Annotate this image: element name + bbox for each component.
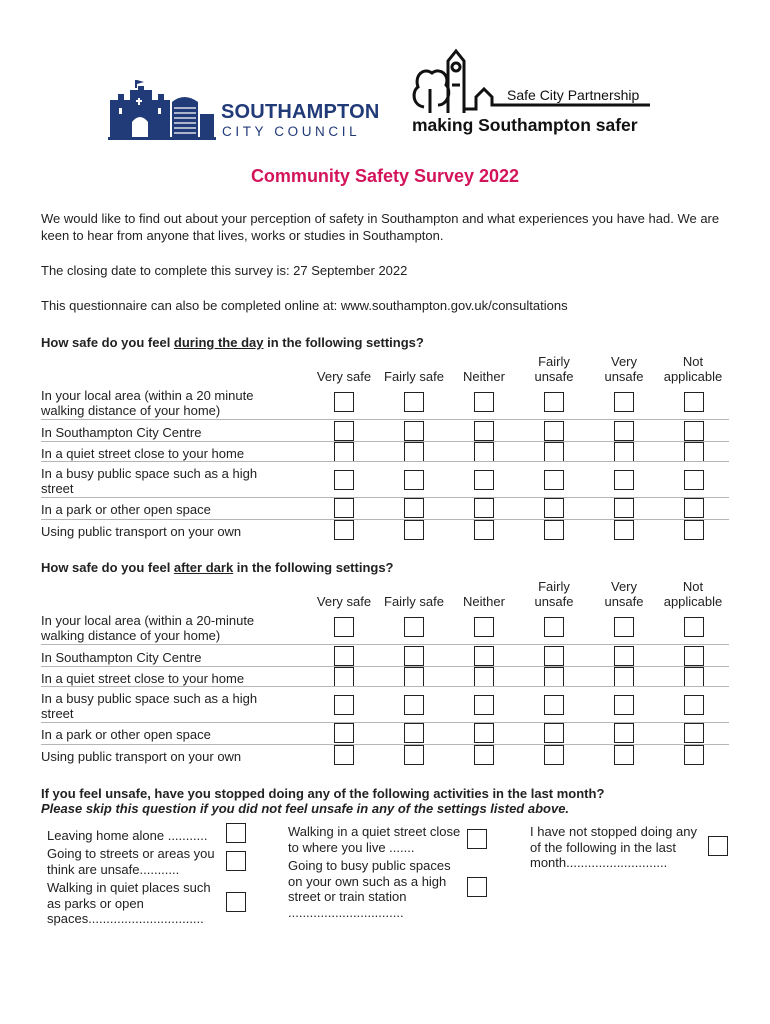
rating-checkbox[interactable]	[404, 723, 424, 743]
q3-checkbox-leaving-home[interactable]	[226, 823, 246, 843]
col-neither: Neither	[463, 594, 505, 609]
tree-and-tower-icon	[410, 45, 660, 115]
row-divider	[41, 419, 729, 420]
col-fairly-unsafe	[520, 579, 588, 609]
online-info-text: This questionnaire can also be completed online at: www.southampton.gov.uk/consultations	[41, 298, 568, 313]
rating-checkbox[interactable]	[474, 520, 494, 540]
q3-option-not-stopped: I have not stopped doing any of the following in the last month............................	[530, 824, 697, 870]
col-fairly-unsafe-line2: unsafe	[534, 594, 574, 609]
rating-checkbox[interactable]	[614, 745, 634, 765]
row-label: Using public transport on your own	[41, 524, 242, 539]
rating-checkbox[interactable]	[474, 723, 494, 743]
q2-heading-pre: How safe do you feel	[41, 560, 174, 575]
rating-checkbox[interactable]	[474, 617, 494, 637]
rating-checkbox[interactable]	[544, 392, 564, 412]
rating-checkbox[interactable]	[404, 520, 424, 540]
q1-heading-emphasis: during the day	[173, 335, 264, 350]
col-not-applicable	[656, 354, 730, 384]
partnership-name: Safe City Partnership	[507, 87, 640, 103]
rating-checkbox[interactable]	[684, 695, 704, 715]
row-divider	[41, 722, 729, 723]
q3-question: If you feel unsafe, have you stopped doing any of the following activities in the last month?	[41, 786, 605, 801]
rating-checkbox[interactable]	[474, 421, 494, 441]
rating-checkbox[interactable]	[474, 745, 494, 765]
rating-checkbox[interactable]	[614, 695, 634, 715]
rating-checkbox[interactable]	[474, 695, 494, 715]
council-subtitle: CITY COUNCIL	[222, 124, 361, 139]
rating-checkbox[interactable]	[544, 498, 564, 518]
q3-option-unsafe-streets: Going to streets or areas you think are unsafe...........	[47, 846, 215, 877]
col-fairly-safe: Fairly safe	[384, 594, 444, 609]
rating-checkbox[interactable]	[474, 498, 494, 518]
rating-checkbox[interactable]	[684, 617, 704, 637]
col-fairly-unsafe-line1: Fairly	[538, 354, 570, 369]
row-label: In a quiet street close to your home	[41, 446, 245, 461]
rating-checkbox[interactable]	[404, 617, 424, 637]
col-not-applicable-line2: applicable	[663, 369, 723, 384]
col-very-safe: Very safe	[316, 594, 372, 609]
row-label: In a park or other open space	[41, 502, 211, 517]
rating-checkbox[interactable]	[474, 392, 494, 412]
col-not-applicable	[656, 579, 730, 609]
rating-checkbox[interactable]	[544, 442, 564, 462]
rating-checkbox[interactable]	[684, 667, 704, 687]
rating-checkbox[interactable]	[474, 667, 494, 687]
q1-heading-post: in the following settings?	[263, 335, 424, 350]
rating-checkbox[interactable]	[684, 520, 704, 540]
rating-checkbox[interactable]	[474, 646, 494, 666]
rating-checkbox[interactable]	[614, 520, 634, 540]
rating-checkbox[interactable]	[614, 723, 634, 743]
rating-checkbox[interactable]	[614, 421, 634, 441]
q3-checkbox-quiet-places[interactable]	[226, 892, 246, 912]
page-title: Community Safety Survey 2022	[250, 166, 520, 186]
southampton-city-council-logo	[108, 78, 378, 140]
q3-option-quiet-places: Walking in quiet places such as parks or open spaces................................	[47, 880, 211, 926]
rating-checkbox[interactable]	[334, 745, 354, 765]
row-label: In your local area (within a 20 minute walking distance of your home)	[41, 388, 254, 418]
row-label: In your local area (within a 20-minute walking distance of your home)	[41, 613, 255, 643]
rating-checkbox[interactable]	[334, 421, 354, 441]
col-not-applicable-line1: Not	[682, 354, 704, 369]
rating-checkbox[interactable]	[684, 442, 704, 462]
rating-checkbox[interactable]	[334, 667, 354, 687]
rating-checkbox[interactable]	[544, 723, 564, 743]
row-label: In a busy public space such as a high street	[41, 466, 258, 496]
col-neither: Neither	[463, 369, 505, 384]
row-label: Using public transport on your own	[41, 749, 242, 764]
q3-checkbox-unsafe-streets[interactable]	[226, 851, 246, 871]
closing-date-text: The closing date to complete this survey is: 27 September 2022	[41, 263, 408, 278]
rating-checkbox[interactable]	[544, 667, 564, 687]
partnership-tagline: making Southampton safer	[412, 115, 638, 135]
rating-checkbox[interactable]	[334, 442, 354, 462]
rating-checkbox[interactable]	[334, 520, 354, 540]
rating-checkbox[interactable]	[474, 442, 494, 462]
q3-checkbox-quiet-street[interactable]	[467, 829, 487, 849]
col-very-unsafe-line2: unsafe	[604, 369, 644, 384]
col-very-unsafe-line2: unsafe	[604, 594, 644, 609]
col-not-applicable-line1: Not	[682, 579, 704, 594]
q2-heading-emphasis: after dark	[173, 560, 234, 575]
rating-checkbox[interactable]	[404, 646, 424, 666]
row-divider	[41, 644, 729, 645]
row-label: In a park or other open space	[41, 727, 211, 742]
row-divider	[41, 497, 729, 498]
q3-option-busy-spaces: Going to busy public spaces on your own such as a high street or train station ................................	[288, 858, 451, 920]
rating-checkbox[interactable]	[334, 498, 354, 518]
rating-checkbox[interactable]	[684, 498, 704, 518]
row-label: In a quiet street close to your home	[41, 671, 245, 686]
rating-checkbox[interactable]	[404, 695, 424, 715]
rating-checkbox[interactable]	[334, 392, 354, 412]
rating-checkbox[interactable]	[684, 421, 704, 441]
rating-checkbox[interactable]	[544, 745, 564, 765]
rating-checkbox[interactable]	[474, 470, 494, 490]
col-fairly-unsafe	[520, 354, 588, 384]
row-label: In Southampton City Centre	[41, 650, 202, 665]
col-very-unsafe	[592, 354, 656, 384]
col-fairly-unsafe-line2: unsafe	[534, 369, 574, 384]
rating-checkbox[interactable]	[684, 646, 704, 666]
rating-checkbox[interactable]	[614, 392, 634, 412]
castle-icon	[108, 78, 218, 140]
rating-checkbox[interactable]	[684, 723, 704, 743]
rating-checkbox[interactable]	[684, 470, 704, 490]
rating-checkbox[interactable]	[544, 646, 564, 666]
col-not-applicable-line2: applicable	[663, 594, 723, 609]
rating-checkbox[interactable]	[404, 745, 424, 765]
q2-heading-post: in the following settings?	[233, 560, 394, 575]
q3-checkbox-not-stopped[interactable]	[708, 836, 728, 856]
rating-checkbox[interactable]	[404, 498, 424, 518]
rating-checkbox[interactable]	[334, 723, 354, 743]
rating-checkbox[interactable]	[334, 617, 354, 637]
row-divider	[41, 519, 729, 520]
rating-checkbox[interactable]	[334, 646, 354, 666]
row-label: In Southampton City Centre	[41, 425, 202, 440]
rating-checkbox[interactable]	[544, 421, 564, 441]
council-name: SOUTHAMPTON	[221, 101, 380, 123]
row-divider	[41, 441, 729, 442]
q3-option-leaving-home: Leaving home alone ...........	[47, 828, 208, 843]
col-very-unsafe-line1: Very	[610, 579, 637, 594]
rating-checkbox[interactable]	[404, 470, 424, 490]
rating-checkbox[interactable]	[614, 617, 634, 637]
row-divider	[41, 744, 729, 745]
rating-checkbox[interactable]	[404, 392, 424, 412]
q3-instruction: Please skip this question if you did not feel unsafe in any of the settings listed above.	[41, 801, 570, 816]
q3-checkbox-busy-spaces[interactable]	[467, 877, 487, 897]
safe-city-partnership-logo	[410, 45, 660, 140]
row-label: In a busy public space such as a high street	[41, 691, 258, 721]
q1-heading	[41, 335, 424, 350]
rating-checkbox[interactable]	[334, 470, 354, 490]
row-divider	[41, 686, 729, 687]
rating-checkbox[interactable]	[404, 442, 424, 462]
rating-checkbox[interactable]	[684, 392, 704, 412]
col-very-unsafe-line1: Very	[610, 354, 637, 369]
row-divider	[41, 666, 729, 667]
col-very-safe: Very safe	[316, 369, 372, 384]
rating-checkbox[interactable]	[544, 520, 564, 540]
q1-heading-pre: How safe do you feel	[41, 335, 174, 350]
rating-checkbox[interactable]	[544, 695, 564, 715]
intro-paragraph: We would like to find out about your perception of safety in Southampton and what experiences you have had. We are keen to hear from anyone that lives, works or studies in Southampton.	[41, 211, 720, 243]
rating-checkbox[interactable]	[614, 646, 634, 666]
rating-checkbox[interactable]	[614, 470, 634, 490]
rating-checkbox[interactable]	[684, 745, 704, 765]
rating-checkbox[interactable]	[334, 695, 354, 715]
q3-option-quiet-street: Walking in a quiet street close to where you live .......	[288, 824, 461, 855]
col-fairly-safe: Fairly safe	[384, 369, 444, 384]
row-divider	[41, 461, 729, 462]
col-very-unsafe	[592, 579, 656, 609]
rating-checkbox[interactable]	[544, 470, 564, 490]
q2-heading	[41, 560, 394, 575]
rating-checkbox[interactable]	[404, 421, 424, 441]
rating-checkbox[interactable]	[614, 442, 634, 462]
rating-checkbox[interactable]	[404, 667, 424, 687]
col-fairly-unsafe-line1: Fairly	[538, 579, 570, 594]
rating-checkbox[interactable]	[614, 498, 634, 518]
rating-checkbox[interactable]	[544, 617, 564, 637]
rating-checkbox[interactable]	[614, 667, 634, 687]
